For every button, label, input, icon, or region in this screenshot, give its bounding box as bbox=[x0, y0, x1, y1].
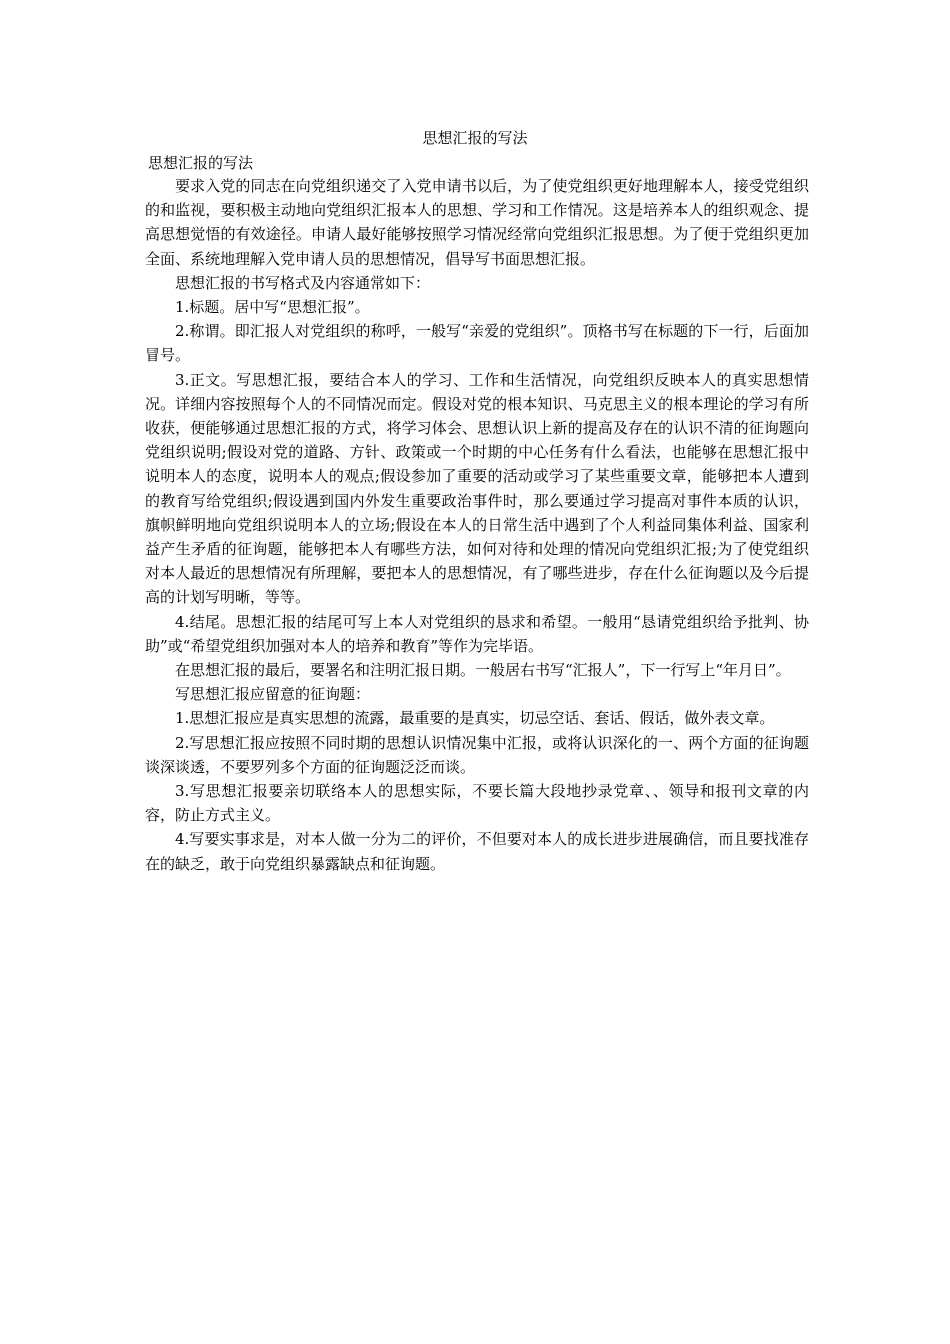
paragraph-signature: 在思想汇报的最后，要署名和注明汇报日期。一般居右书写“汇报人”，下一行写上“年月日”。 bbox=[175, 661, 791, 680]
document-subtitle: 思想汇报的写法 bbox=[148, 154, 254, 172]
paragraph-notes-heading: 写思想汇报应留意的征询题： bbox=[175, 685, 371, 704]
paragraph-note-3: 3.写思想汇报要亲切联络本人的思想实际，不要长篇大段地抄录党章、、领导和报刊文章的内容，防止方式主义。 bbox=[145, 782, 809, 825]
document-body bbox=[145, 174, 809, 876]
document-title: 思想汇报的写法 bbox=[422, 129, 528, 147]
paragraph-note-2: 2.写思想汇报应按照不同时期的思想认识情况集中汇报，或将认识深化的一、两个方面的征询题谈深谈透，不要罗列多个方面的征询题泛泛而谈。 bbox=[145, 733, 809, 776]
paragraph-item-title: 1.标题。居中写“思想汇报”。 bbox=[175, 298, 370, 317]
paragraph-note-4: 4.写要实事求是，对本人做一分为二的评价，不但要对本人的成长进步进展确信，而且要找准存在的缺乏，敢于向党组织暴露缺点和征询题。 bbox=[145, 830, 809, 873]
paragraph-format-heading: 思想汇报的书写格式及内容通常如下： bbox=[175, 273, 431, 292]
paragraph-note-1: 1.思想汇报应是真实思想的流露，最重要的是真实，切忌空话、套话、假话，做外表文章。 bbox=[175, 709, 775, 728]
paragraph-item-ending: 4.结尾。思想汇报的结尾可写上本人对党组织的恳求和希望。一般用“恳请党组织给予批判、协助”或“希望党组织加强对本人的培养和教育”等作为完毕语。 bbox=[145, 612, 809, 655]
paragraph-intro: 要求入党的同志在向党组织递交了入党申请书以后，为了使党组织更好地理解本人，接受党组织的和监视，要积极主动地向党组织汇报本人的思想、学习和工作情况。这是培养本人的组织观念、提高思想觉悟的有效途径。申请人最好能够按照学习情况经常向党组织汇报思想。为了便于党组织更加全面、系统地理解入党申请人员的思想情况，倡导写书面思想汇报。 bbox=[145, 177, 809, 268]
paragraph-item-body: 3.正文。写思想汇报，要结合本人的学习、工作和生活情况，向党组织反映本人的真实思想情况。详细内容按照每个人的不同情况而定。假设对党的根本知识、马克思主义的根本理论的学习有所收获，便能够通过思想汇报的方式，将学习体会、思想认识上新的提高及存在的认识不清的征询题向党组织说明;假设对党的道路、方针、政策或一个时期的中心任务有什么看法，也能够在思想汇报中说明本人的态度，说明本人的观点;假设参加了重要的活动或学习了某些重要文章，能够把本人遭到的教育写给党组织;假设遇到国内外发生重要政治事件时，那么要通过学习提高对事件本质的认识，旗帜鲜明地向党组织说明本人的立场;假设在本人的日常生活中遇到了个人利益同集体利益、国家利益产生矛盾的征询题，能够把本人有哪些方法，如何对待和处理的情况向党组织汇报;为了使党组织对本人最近的思想情况有所理解，要把本人的思想情况，有了哪些进步，存在什么征询题以及今后提高的计划写明晰，等等。 bbox=[145, 370, 809, 607]
paragraph-item-salutation: 2.称谓。即汇报人对党组织的称呼，一般写“亲爱的党组织”。顶格书写在标题的下一行，后面加冒号。 bbox=[145, 322, 809, 365]
